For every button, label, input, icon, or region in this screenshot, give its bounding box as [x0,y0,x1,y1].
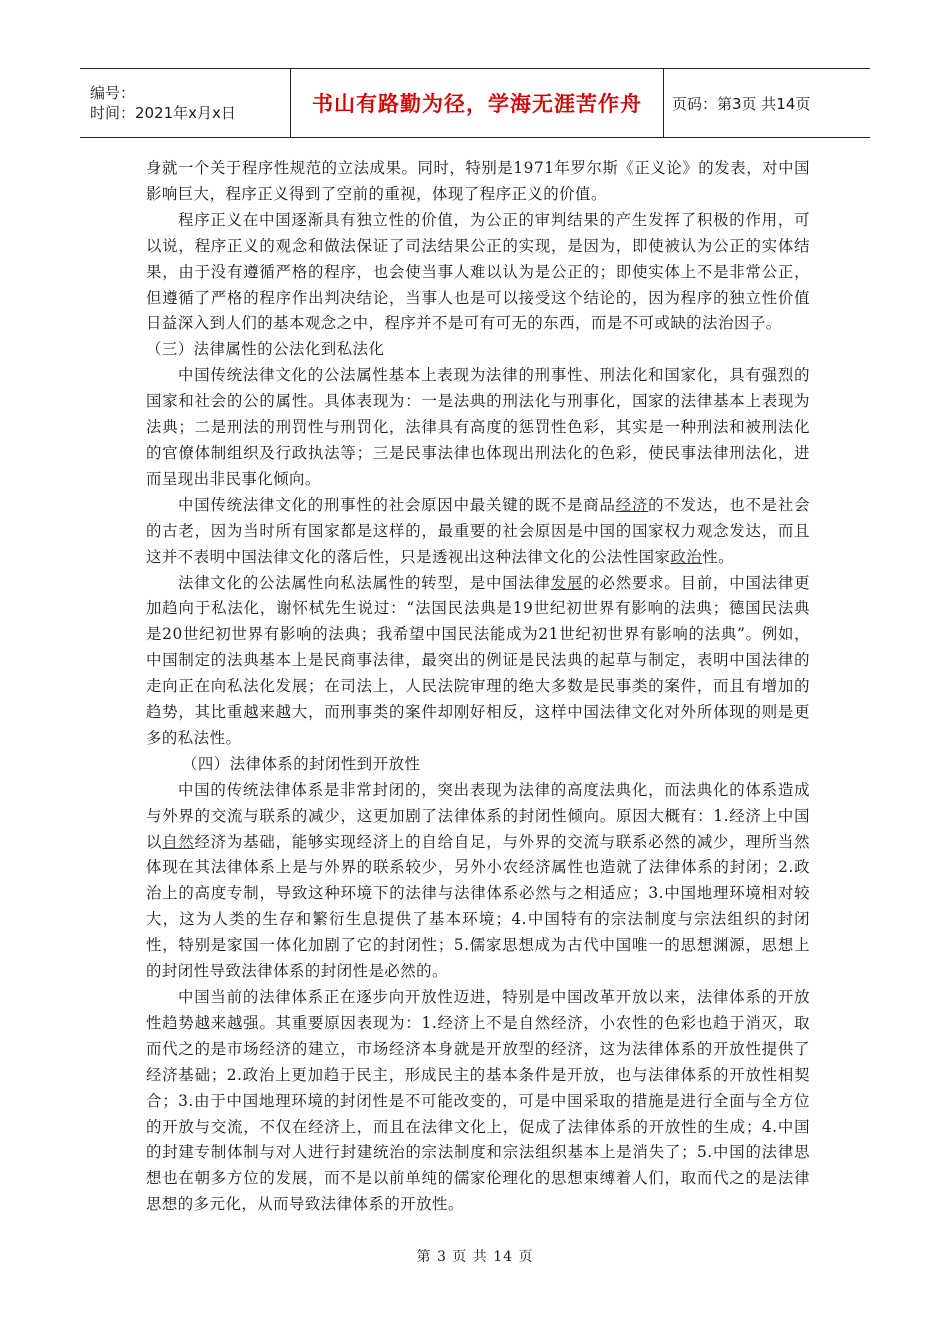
motto-text: 书山有路勤为径，学海无涯苦作舟 [312,92,642,116]
section-heading-4: （四）法律体系的封闭性到开放性 [182,754,421,773]
paragraph-closed-system: 中国的传统法律体系是非常封闭的，突出表现为法律的高度法典化，而法典化的体系造成与外界的交流与联系的减少，这更加剧了法律体系的封闭性倾向。原因大概有：1.经济上中国以自然经济为基础，能够实现经济上的自给自足，与外界的交流与联系必然的减少，理所当然体现在其法律体系上是与外界的联系较少，另外小农经济属性也造就了法律体系的封闭；2.政治上的高度专制，导致这种环境下的法律与法律体系必然与之相适应；3.中国地理环境相对较大，这为人类的生存和繁衍生息提供了基本环境；4.中国特有的宗法制度与宗法组织的封闭性，特别是家国一体化加剧了它的封闭性；5.儒家思想成为古代中国唯一的思想渊源，思想上的封闭性导致法律体系的封闭性是必然的。 [146,780,810,981]
paragraph-continuation: 身就一个关于程序性规范的立法成果。同时，特别是1971年罗尔斯《正义论》的发表，对中国影响巨大，程序正义得到了空前的重视，体现了程序正义的价值。 [146,159,810,203]
paragraph-procedural-justice: 程序正义在中国逐渐具有独立性的价值，为公正的审判结果的产生发挥了积极的作用，可以说，程序正义的观念和做法保证了司法结果公正的实现，是因为，即使被认为公正的实体结果，由于没有遵循严格的程序，也会使当事人难以认为是公正的；即使实体上不是非常公正，但遵循了严格的程序作出判决结论，当事人也是可以接受这个结论的，因为程序的独立性价值日益深入到人们的基本观念之中，程序并不是可有可无的东西，而是不可或缺的法治因子。 [146,210,810,333]
date-label: 时间：2021年x月x日 [90,104,236,122]
link-economy[interactable]: 经济 [615,495,649,514]
header-left-cell [80,69,291,137]
link-development[interactable]: 发展 [550,573,584,592]
section-heading-3: （三）法律属性的公法化到私法化 [146,340,385,359]
paragraph-open-system: 中国当前的法律体系正在逐步向开放性迈进，特别是中国改革开放以来，法律体系的开放性趋势越来越强。其重要原因表现为：1.经济上不是自然经济，小农性的色彩也趋于消灭，取而代之的是市场经济的建立，市场经济本身就是开放型的经济，这为法律体系的开放性提供了经济基础；2.政治上更加趋于民主，形成民主的基本条件是开放，也与法律体系的开放性相契合；3.由于中国地理环境的封闭性是不可能改变的，可是中国采取的措施是进行全面与全方位的开放与交流，不仅在经济上，而且在法律文化上，促成了法律体系的开放性的生成；4.中国的封建专制体制与对人进行封建统治的宗法制度和宗法组织基本上是消失了；5.中国的法律思想也在朝多方位的发展，而不是以前单纯的儒家伦理化的思想束缚着人们，取而代之的是法律思想的多元化，从而导致法律体系的开放性。 [146,988,810,1214]
link-politics[interactable]: 政治 [670,547,703,566]
link-natural[interactable]: 自然 [162,832,195,851]
document-body [146,156,810,1218]
paragraph-public-law-attribute: 中国传统法律文化的公法属性基本上表现为法律的刑事性、刑法化和国家化，具有强烈的国家和社会的公的属性。具体表现为：一是法典的刑法化与刑事化，国家的法律基本上表现为法典；二是刑法的刑罚性与刑罚化，法律具有高度的惩罚性色彩，其实是一种刑法和被刑法化的官僚体制组织及行政执法等；三是民事法律也体现出刑法化的色彩，使民事法律刑法化，进而呈现出非民事化倾向。 [146,366,810,488]
page-info: 页码：第3页 共14页 [672,94,811,113]
paragraph-criminal-nature: 中国传统法律文化的刑事性的社会原因中最关键的既不是商品经济的不发达，也不是社会的古老，因为当时所有国家都是这样的，最重要的社会原因是中国的国家权力观念发达，而且这并不表明中国法律文化的落后性，只是透视出这种法律文化的公法性国家政治性。 [146,495,810,566]
header-motto-cell [291,69,664,137]
page-footer: 第 3 页 共 14 页 [416,1249,534,1265]
document-header [80,68,870,138]
header-page-cell [664,69,870,137]
paragraph-private-law-transition: 法律文化的公法属性向私法属性的转型，是中国法律发展的必然要求。目前，中国法律更加趋向于私法化，谢怀栻先生说过：“法国民法典是19世纪初世界有影响的法典；德国民法典是20世纪初世界有影响的法典；我希望中国民法能成为21世纪初世界有影响的法典”。例如，中国制定的法典基本上是民商事法律，最突出的例证是民法典的起草与制定，表明中国法律的走向正在向私法化发展；在司法上，人民法院审理的绝大多数是民事类的案件，而且有增加的趋势，其比重越来越大，而刑事类的案件却刚好相反，这样中国法律文化对外所体现的则是更多的私法性。 [146,573,810,747]
serial-number-label: 编号： [90,84,136,102]
